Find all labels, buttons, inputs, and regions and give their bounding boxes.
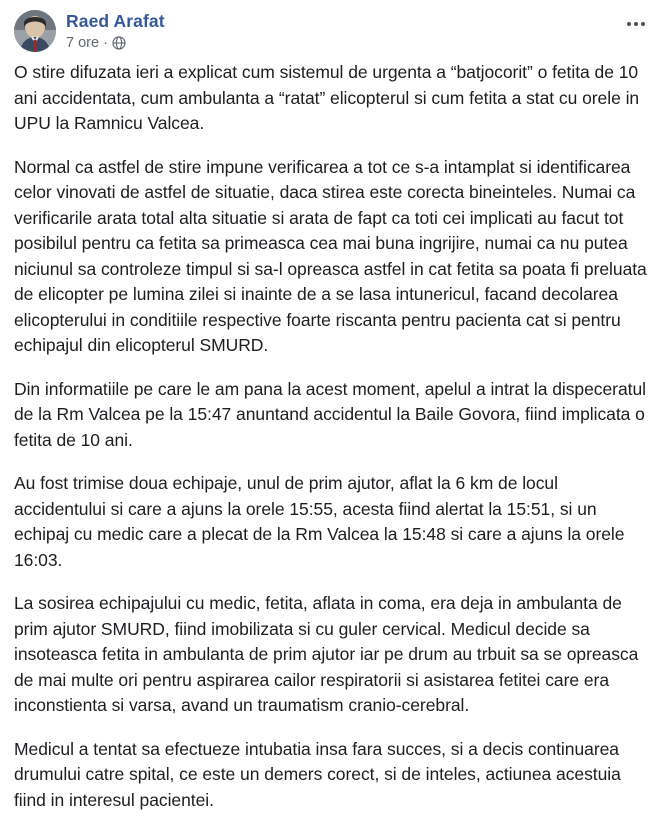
more-options-icon[interactable] bbox=[622, 14, 650, 34]
post-paragraph: Au fost trimise doua echipaje, unul de prim ajutor, aflat la 6 km de locul accidentului si care a ajuns la orele 15:55, acesta fiind alertat la 15:51, si un echipaj cu medic care a plecat de la Rm Valcea la 15:48 si care a ajuns la orele 16:03. bbox=[14, 471, 652, 573]
post-paragraph: La sosirea echipajului cu medic, fetita, aflata in coma, era deja in ambulanta de prim ajutor SMURD, fiind imobilizata si cu guler cervical. Medicul decide sa insoteasca fetita in ambulanta de prim ajutor iar pe drum au trbuit sa se opreasca de mai multe ori pentru aspirarea cailor respiratorii si asistarea fetitei care era inconstienta si varsa, avand un traumatism cranio-cerebral. bbox=[14, 591, 652, 719]
post-paragraph: Normal ca astfel de stire impune verificarea a tot ce s-a intamplat si identificarea celor vinovati de astfel de situatie, daca stirea este corecta bineinteles. Numai ca verificarile arata total alta situatie si arata de fapt ca toti cei implicati au facut tot posibilul pentru ca fetita sa primeasca cea mai buna ingrijire, numai ca nu putea niciunul sa controleze timpul si sa-l opreasca astfel in cat fetita sa poata fi preluata de elicopter pe lumina zilei si inainte de a se lasa intunericul, facand decolarea elicopterului in conditiile respective foarte riscanta pentru pacienta cat si pentru echipajul din elicopterul SMURD. bbox=[14, 155, 652, 359]
post-meta bbox=[66, 34, 165, 52]
more-options-dots bbox=[627, 22, 645, 26]
globe-icon[interactable] bbox=[112, 36, 126, 50]
post-paragraph: Din informatiile pe care le am pana la acest moment, apelul a intrat la dispeceratul de la Rm Valcea pe la 15:47 anuntand accidentul la Baile Govora, fiind implicata o fetita de 10 ani. bbox=[14, 377, 652, 454]
post-timestamp[interactable]: 7 ore bbox=[66, 34, 99, 52]
post-paragraph: Medicul a tentat sa efectueze intubatia insa fara succes, si a decis continuarea drumului catre spital, ce este un demers corect, si de inteles, actiunea acestuia fiind in interesul pacientei. bbox=[14, 737, 652, 813]
meta-separator: · bbox=[103, 34, 108, 52]
post-body bbox=[14, 58, 652, 813]
post-paragraph: O stire difuzata ieri a explicat cum sistemul de urgenta a “batjocorit” o fetita de 10 ani accidentata, cum ambulanta a “ratat” elicopterul si cum fetita a stat cu orele in UPU la Ramnicu Valcea. bbox=[14, 60, 652, 137]
post-author-name[interactable]: Raed Arafat bbox=[66, 11, 165, 31]
post-header bbox=[14, 8, 652, 58]
avatar[interactable] bbox=[14, 10, 56, 52]
post-header-text bbox=[66, 10, 165, 52]
